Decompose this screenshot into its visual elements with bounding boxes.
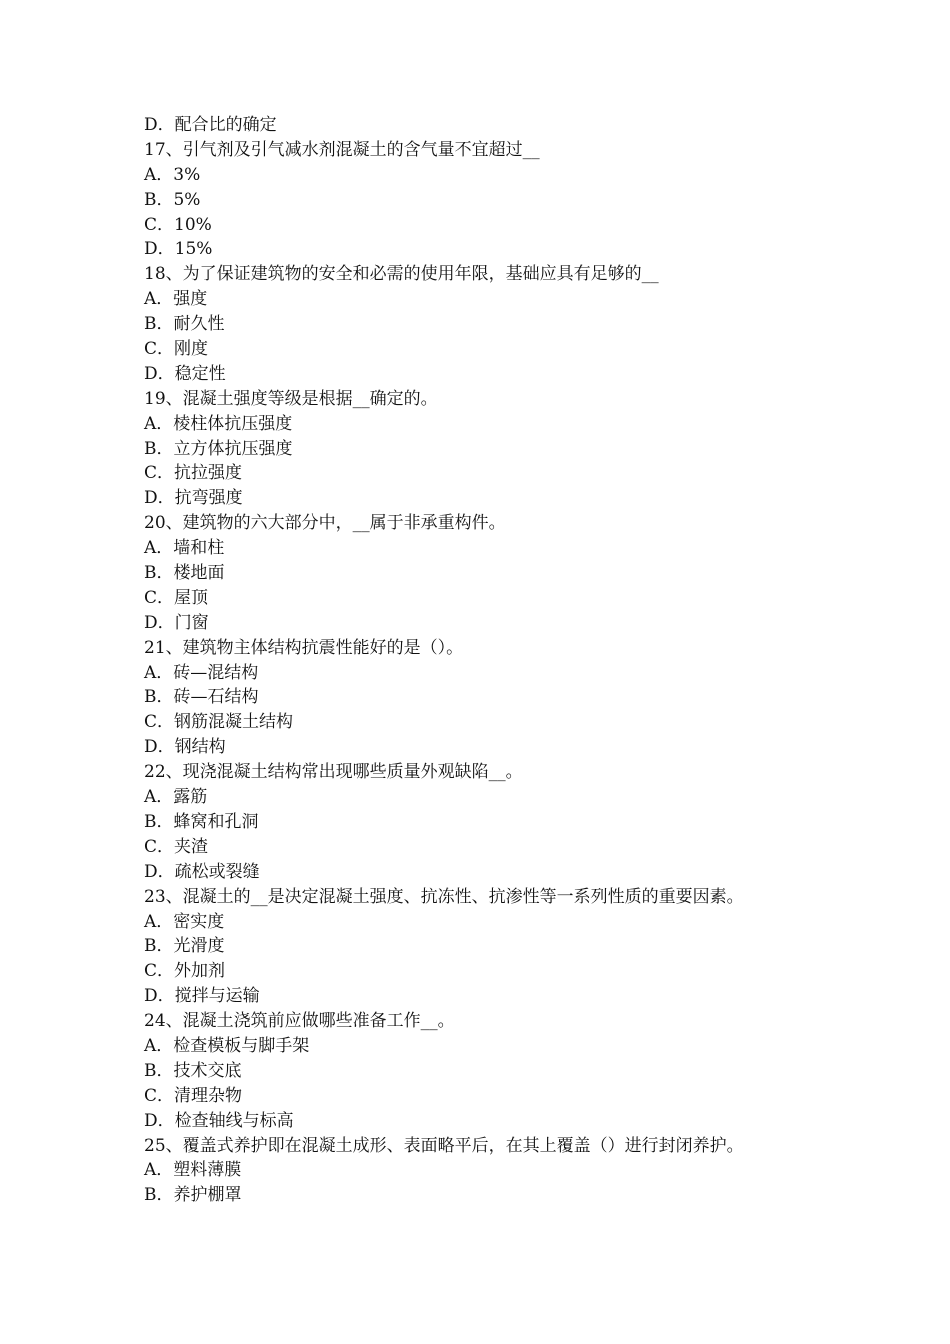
- answer-option: D．检查轴线与标高: [144, 1110, 294, 1131]
- question-stem: 17、引气剂及引气减水剂混凝土的含气量不宜超过__: [144, 139, 540, 160]
- answer-option: D．15%: [144, 239, 213, 260]
- answer-option: B．立方体抗压强度: [144, 438, 293, 459]
- answer-option: D．抗弯强度: [144, 488, 243, 509]
- answer-option: A．密实度: [144, 911, 225, 932]
- question-stem: 22、现浇混凝土结构常出现哪些质量外观缺陷__。: [144, 762, 523, 783]
- answer-option: B．技术交底: [144, 1060, 242, 1081]
- answer-option: D．疏松或裂缝: [144, 861, 260, 882]
- answer-option: A．砖—混结构: [144, 662, 259, 683]
- answer-option: B．楼地面: [144, 563, 225, 584]
- answer-option: A．强度: [144, 289, 208, 310]
- question-list: [144, 113, 834, 1208]
- answer-option: D．配合比的确定: [144, 115, 277, 135]
- answer-option: A．棱柱体抗压强度: [144, 413, 293, 434]
- question-stem: 19、混凝土强度等级是根据__确定的。: [144, 388, 438, 409]
- question-stem: 23、混凝土的__是决定混凝土强度、抗冻性、抗渗性等一系列性质的重要因素。: [144, 886, 744, 907]
- answer-option: A．3%: [144, 164, 201, 185]
- answer-option: A．塑料薄膜: [144, 1160, 242, 1181]
- answer-option: A．露筋: [144, 787, 208, 808]
- answer-option: D．钢结构: [144, 737, 226, 758]
- answer-option: C．外加剂: [144, 961, 226, 982]
- answer-option: B．5%: [144, 189, 201, 210]
- answer-option: B．蜂窝和孔洞: [144, 811, 259, 832]
- answer-option: B．养护棚罩: [144, 1185, 242, 1206]
- answer-option: D．稳定性: [144, 363, 226, 384]
- answer-option: C．刚度: [144, 339, 209, 360]
- answer-option: B．砖—石结构: [144, 687, 259, 708]
- question-stem: 24、混凝土浇筑前应做哪些准备工作__。: [144, 1011, 455, 1032]
- answer-option: B．耐久性: [144, 314, 225, 335]
- answer-option: C．屋顶: [144, 587, 209, 608]
- answer-option: D．门窗: [144, 612, 209, 633]
- answer-option: C．10%: [144, 214, 212, 235]
- answer-option: A．检查模板与脚手架: [144, 1035, 310, 1056]
- answer-option: C．抗拉强度: [144, 463, 243, 484]
- answer-option: C．钢筋混凝土结构: [144, 712, 294, 733]
- answer-option: B．光滑度: [144, 936, 225, 957]
- question-stem: 21、建筑物主体结构抗震性能好的是（）。: [144, 637, 464, 658]
- question-stem: 25、覆盖式养护即在混凝土成形、表面略平后，在其上覆盖（）进行封闭养护。: [144, 1135, 744, 1156]
- question-stem: 20、建筑物的六大部分中，__属于非承重构件。: [144, 513, 506, 534]
- question-stem: 18、为了保证建筑物的安全和必需的使用年限，基础应具有足够的__: [144, 264, 659, 285]
- answer-option: D．搅拌与运输: [144, 986, 260, 1007]
- answer-option: A．墙和柱: [144, 538, 225, 559]
- answer-option: C．夹渣: [144, 836, 209, 857]
- answer-option: C．清理杂物: [144, 1085, 243, 1106]
